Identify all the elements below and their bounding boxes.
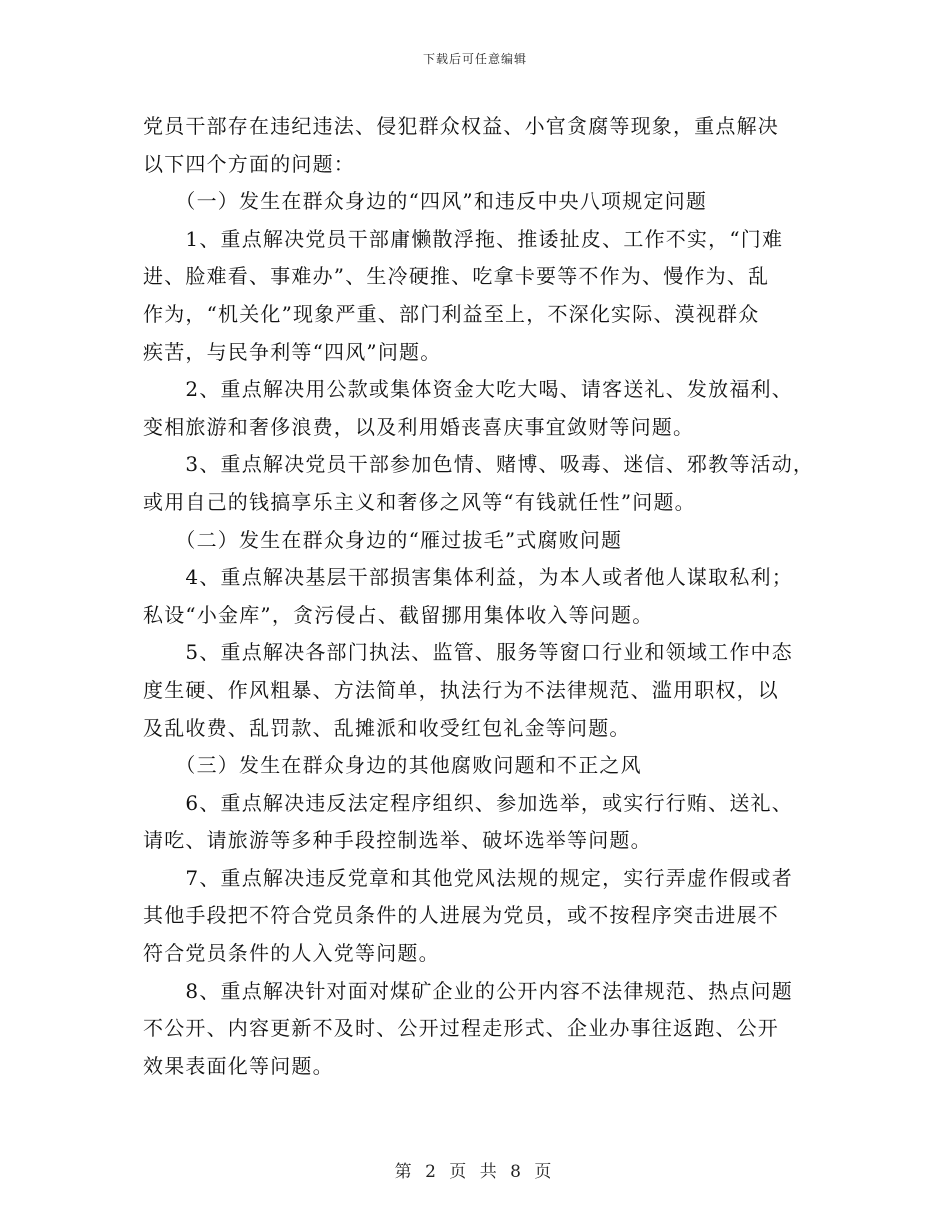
text-line: 3、重点解决党员干部参加色情、赌博、吸毒、迷信、邪教等活动， (143, 452, 815, 477)
text-line: 请吃、请旅游等多种手段控制选举、破坏选举等问题。 (143, 828, 652, 853)
text-line: 不公开、内容更新不及时、公开过程走形式、企业办事往返跑、公开 (143, 1016, 779, 1041)
text-line: 以下四个方面的问题： (143, 151, 355, 176)
text-line: 或用自己的钱搞享乐主义和奢侈之风等“有钱就任性”问题。 (143, 489, 696, 514)
text-line: 效果表面化等问题。 (143, 1053, 334, 1078)
text-line: 疾苦，与民争利等“四风”问题。 (143, 339, 442, 364)
text-line: 符合党员条件的人入党等问题。 (143, 941, 440, 966)
text-line: 进、脸难看、事难办”、生冷硬推、吃拿卡要等不作为、慢作为、乱 (143, 264, 770, 289)
text-line: 5、重点解决各部门执法、监管、服务等窗口行业和领域工作中态 (143, 640, 793, 665)
text-line: 变相旅游和奢侈浪费，以及利用婚丧喜庆事宜敛财等问题。 (143, 414, 695, 439)
text-line: 党员干部存在违纪违法、侵犯群众权益、小官贪腐等现象，重点解决 (143, 114, 779, 138)
text-line: 及乱收费、乱罚款、乱摊派和收受红包礼金等问题。 (143, 715, 631, 740)
text-line: 度生硬、作风粗暴、方法简单，执法行为不法律规范、滥用职权，以 (143, 677, 779, 702)
text-line: 6、重点解决违反法定程序组织、参加选举，或实行行贿、送礼、 (143, 790, 793, 815)
section-heading: （二）发生在群众身边的“雁过拔毛”式腐败问题 (143, 527, 623, 552)
page-number: 第 2 页 共 8 页 (394, 1162, 556, 1182)
text-line: 2、重点解决用公款或集体资金大吃大喝、请客送礼、发放福利、 (143, 377, 793, 402)
section-heading: （一）发生在群众身边的“四风”和违反中央八项规定问题 (143, 189, 708, 214)
text-line: 1、重点解决党员干部庸懒散浮拖、推诿扯皮、工作不实，“门难 (143, 226, 784, 251)
text-line: 私设“小金库”，贪污侵占、截留挪用集体收入等问题。 (143, 602, 654, 627)
text-line: 8、重点解决针对面对煤矿企业的公开内容不法律规范、热点问题 (143, 978, 793, 1003)
text-line: 其他手段把不符合党员条件的人进展为党员，或不按程序突击进展不 (143, 903, 779, 928)
document-body (143, 108, 815, 1085)
text-line: 4、重点解决基层干部损害集体利益，为本人或者他人谋取私利； (143, 565, 793, 590)
section-heading: （三）发生在群众身边的其他腐败问题和不正之风 (143, 753, 642, 778)
text-line: 7、重点解决违反党章和其他党风法规的规定，实行弄虚作假或者 (143, 865, 793, 890)
page-header-note: 下载后可任意编辑 (422, 52, 527, 66)
text-line: 作为，“机关化”现象严重、部门利益至上，不深化实际、漠视群众 (143, 301, 760, 326)
